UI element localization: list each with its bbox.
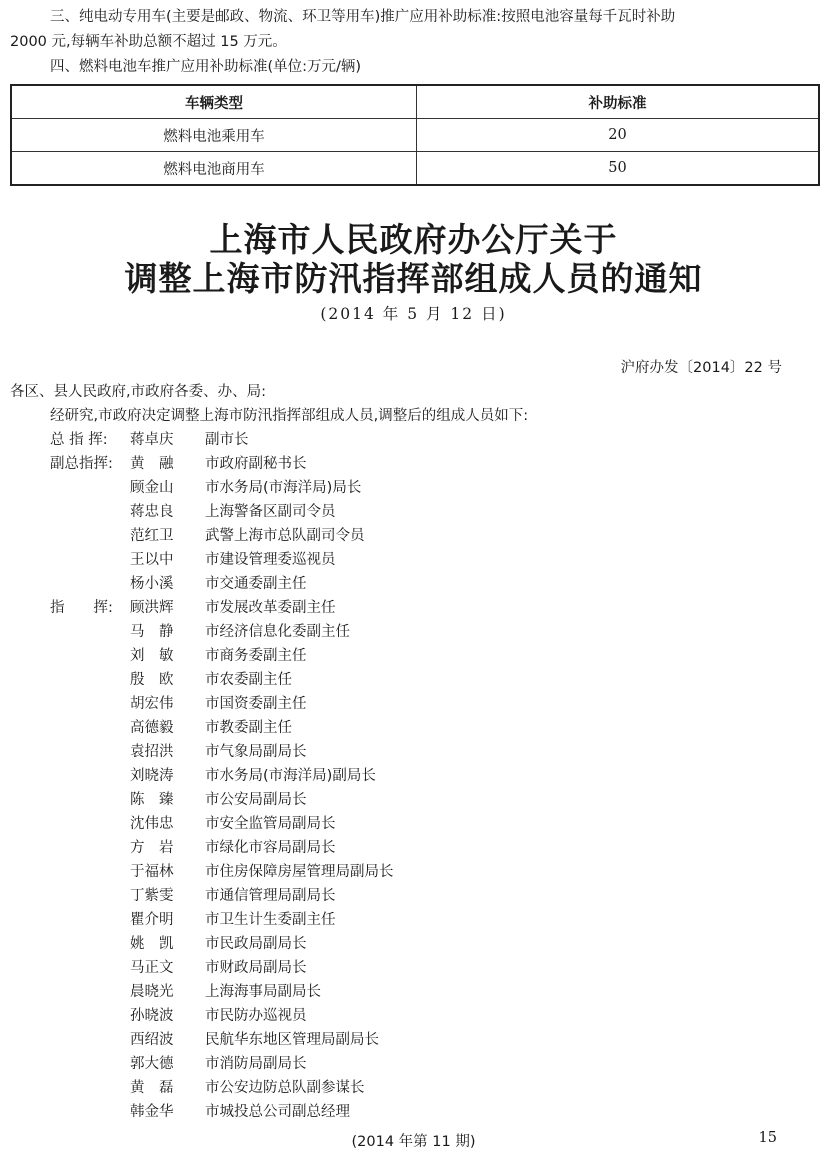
member-position: 市交通委副主任 (205, 576, 307, 592)
member-name: 马正文 (130, 960, 174, 976)
table-header-row (11, 85, 819, 119)
member-name: 瞿介明 (130, 912, 174, 928)
page-number: 15 (758, 1130, 777, 1146)
member-position: 市水务局(市海洋局)局长 (205, 480, 362, 496)
document-number: 沪府办发〔2014〕22 号 (620, 360, 782, 376)
table-header-vehicle-type: 车辆类型 (11, 85, 417, 119)
member-name: 于福林 (130, 864, 174, 880)
member-position: 市民政局副局长 (205, 936, 307, 952)
member-position: 市商务委副主任 (205, 648, 307, 664)
notice-title-line1: 上海市人民政府办公厅关于 (209, 220, 618, 259)
member-position: 上海警备区副司令员 (205, 504, 336, 520)
notice-date: (2014 年 5 月 12 日) (320, 305, 507, 323)
member-name: 丁紫雯 (130, 888, 174, 904)
member-position: 市公安局副局长 (205, 792, 307, 808)
member-name: 蒋忠良 (130, 504, 174, 520)
member-name: 马 静 (130, 624, 174, 640)
member-position: 市住房保障房屋管理局副局长 (205, 864, 394, 880)
member-name: 高德毅 (130, 720, 174, 736)
table-cell-amount: 50 (417, 152, 820, 186)
member-role: 指 挥: (50, 600, 113, 616)
member-name: 姚 凯 (130, 936, 174, 952)
member-name: 范红卫 (130, 528, 174, 544)
member-position: 市安全监管局副局长 (205, 816, 336, 832)
member-name: 王以中 (130, 552, 174, 568)
member-position: 市城投总公司副总经理 (205, 1104, 350, 1120)
member-role: 副总指挥: (50, 456, 113, 472)
notice-title-line2: 调整上海市防汛指挥部组成人员的通知 (124, 259, 703, 298)
member-name: 杨小溪 (130, 576, 174, 592)
member-position: 民航华东地区管理局副局长 (205, 1032, 379, 1048)
member-name: 胡宏伟 (130, 696, 174, 712)
member-position: 市农委副主任 (205, 672, 292, 688)
member-name: 殷 欧 (130, 672, 174, 688)
member-position: 市财政局副局长 (205, 960, 307, 976)
member-name: 顾金山 (130, 480, 174, 496)
member-name: 沈伟忠 (130, 816, 174, 832)
section3-line1: 三、纯电动专用车(主要是邮政、物流、环卫等用车)推广应用补助标准:按照电池容量每千瓦时补助 (50, 9, 676, 25)
member-position: 副市长 (205, 432, 249, 448)
table-cell-amount: 20 (417, 119, 820, 152)
member-name: 刘晓涛 (130, 768, 174, 784)
member-position: 市建设管理委巡视员 (205, 552, 336, 568)
table-cell-vehicle: 燃料电池乘用车 (11, 119, 417, 152)
section3-line2: 2000 元,每辆车补助总额不超过 15 万元。 (10, 34, 287, 50)
member-position: 市水务局(市海洋局)副局长 (205, 768, 376, 784)
member-position: 市发展改革委副主任 (205, 600, 336, 616)
table-row (11, 152, 819, 186)
member-position: 市绿化市容局副局长 (205, 840, 336, 856)
member-name: 刘 敏 (130, 648, 174, 664)
member-position: 市气象局副局长 (205, 744, 307, 760)
member-position: 市民防办巡视员 (205, 1008, 307, 1024)
footer-issue: (2014 年第 11 期) (351, 1134, 476, 1150)
member-name: 蒋卓庆 (130, 432, 174, 448)
table-header-subsidy: 补助标准 (417, 85, 820, 119)
table-cell-vehicle: 燃料电池商用车 (11, 152, 417, 186)
section4-heading: 四、燃料电池车推广应用补助标准(单位:万元/辆) (50, 59, 362, 75)
intro-paragraph: 经研究,市政府决定调整上海市防汛指挥部组成人员,调整后的组成人员如下: (50, 408, 529, 424)
member-name: 陈 臻 (130, 792, 174, 808)
member-name: 黄 融 (130, 456, 174, 472)
member-name: 袁招洪 (130, 744, 174, 760)
member-position: 市教委副主任 (205, 720, 292, 736)
member-position: 市通信管理局副局长 (205, 888, 336, 904)
member-position: 武警上海市总队副司令员 (205, 528, 365, 544)
member-name: 方 岩 (130, 840, 174, 856)
addressee: 各区、县人民政府,市政府各委、办、局: (10, 384, 266, 400)
member-name: 晨晓光 (130, 984, 174, 1000)
member-name: 郭大德 (130, 1056, 174, 1072)
member-name: 韩金华 (130, 1104, 174, 1120)
member-name: 孙晓波 (130, 1008, 174, 1024)
member-name: 顾洪辉 (130, 600, 174, 616)
member-position: 市政府副秘书长 (205, 456, 307, 472)
subsidy-table (10, 84, 820, 186)
member-name: 黄 磊 (130, 1080, 174, 1096)
member-position: 市卫生计生委副主任 (205, 912, 336, 928)
member-name: 西绍波 (130, 1032, 174, 1048)
member-position: 上海海事局副局长 (205, 984, 321, 1000)
table-row (11, 119, 819, 152)
member-position: 市国资委副主任 (205, 696, 307, 712)
member-role: 总 指 挥: (50, 432, 108, 448)
member-position: 市经济信息化委副主任 (205, 624, 350, 640)
member-position: 市公安边防总队副参谋长 (205, 1080, 365, 1096)
member-position: 市消防局副局长 (205, 1056, 307, 1072)
